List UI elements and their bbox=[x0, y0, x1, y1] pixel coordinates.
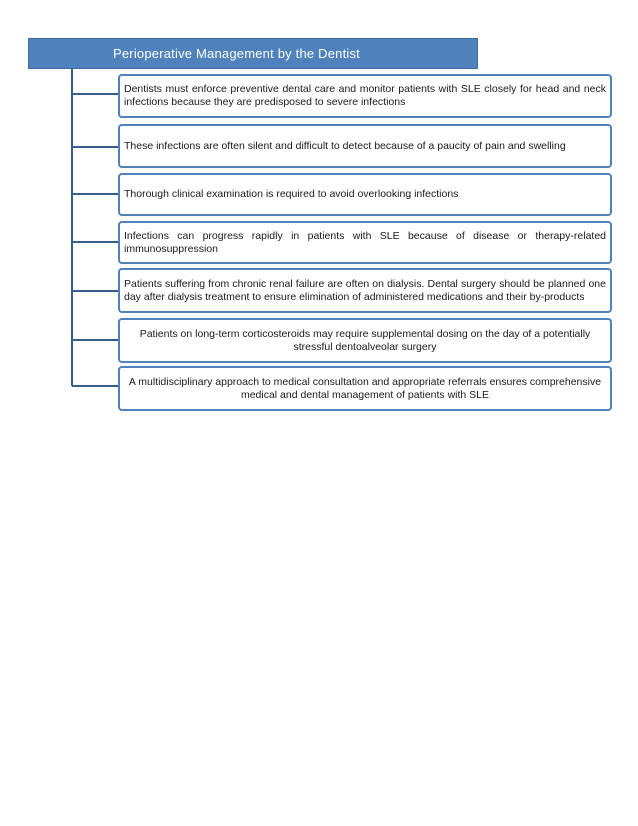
node-text: Thorough clinical examination is required to avoid overlooking infections bbox=[124, 188, 459, 200]
connector-branch bbox=[72, 146, 118, 148]
diagram-node-7 bbox=[118, 366, 612, 411]
node-text: These infections are often silent and difficult to detect because of a paucity of pain and swelling bbox=[124, 139, 566, 152]
diagram-node-5 bbox=[118, 268, 612, 313]
diagram-node-3 bbox=[118, 173, 612, 216]
node-text: Patients suffering from chronic renal failure are often on dialysis. Dental surgery should be planned one day after dialysis treatment to ensure elimination of administered medications and their by-products bbox=[124, 277, 606, 303]
connector-branch bbox=[72, 339, 118, 341]
connector-branch bbox=[72, 93, 118, 95]
connector-branch bbox=[72, 241, 118, 243]
diagram-node-6 bbox=[118, 318, 612, 363]
node-text: Patients on long-term corticosteroids may require supplemental dosing on the day of a potentially stressful dentoalveolar surgery bbox=[139, 327, 591, 353]
diagram-node-4 bbox=[118, 221, 612, 264]
diagram-node-2 bbox=[118, 124, 612, 168]
diagram-title: Perioperative Management by the Dentist bbox=[28, 38, 478, 69]
connector-branch bbox=[72, 385, 118, 387]
node-text: A multidisciplinary approach to medical consultation and appropriate referrals ensures comprehensive medical and dental management of patients with SLE bbox=[128, 375, 602, 401]
node-text: Dentists must enforce preventive dental care and monitor patients with SLE closely for head and neck infections because they are predisposed to severe infections bbox=[124, 83, 606, 108]
connector-branch bbox=[72, 193, 118, 195]
connector-branch bbox=[72, 290, 118, 292]
node-text: Infections can progress rapidly in patients with SLE because of disease or therapy-related immunosuppression bbox=[124, 229, 606, 255]
diagram-node-1 bbox=[118, 74, 612, 118]
